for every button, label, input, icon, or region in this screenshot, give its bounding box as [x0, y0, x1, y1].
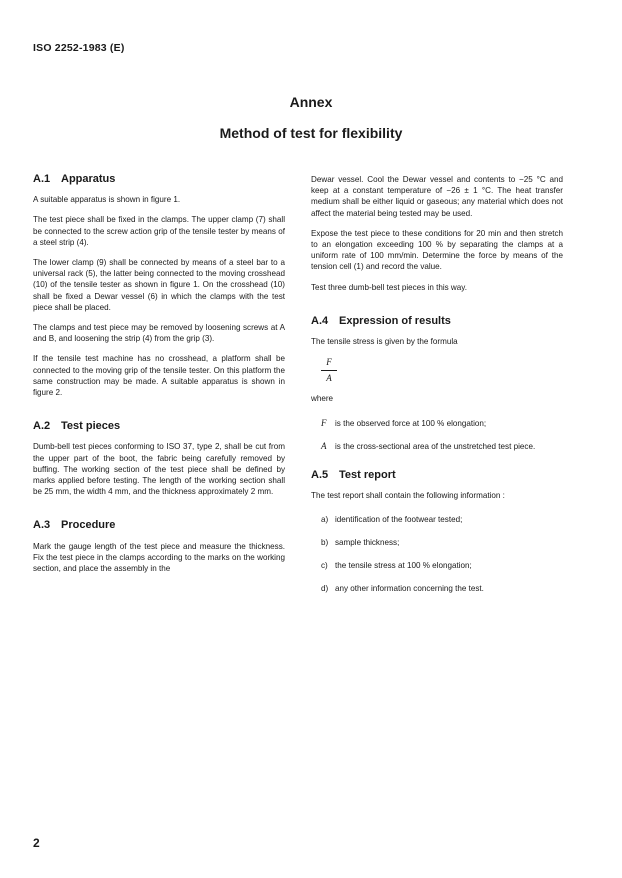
section-title: Procedure	[61, 519, 116, 532]
list-text: identification of the footwear tested;	[335, 514, 463, 524]
list-label: b)	[321, 537, 329, 547]
section-heading-a1	[33, 174, 285, 185]
section-number: A.4	[311, 314, 329, 327]
definition-text: is the observed force at 100 % elongation;	[335, 418, 487, 428]
paragraph: The clamps and test piece may be removed by loosening screws at A and B, and loosening the strip (4) from the grip (3).	[33, 323, 285, 344]
paragraph: Dumb-bell test pieces conforming to ISO 37, type 2, shall be cut from the upper part of the boot, the fabric being carefully removed by buffing. The working section of the test piece shall be defined by marks applied before testing. The length of the working section shall be 25 mm, the width 4 mm, and the thickness approximately 2 mm.	[33, 442, 285, 497]
definition-text: is the cross-sectional area of the unstretched test piece.	[335, 442, 536, 452]
definition-row	[321, 441, 563, 452]
paragraph: Expose the test piece to these conditions for 20 min and then stretch to an elongation exceeding 100 % by separating the clamps at a uniform rate of 100 mm/min. Determine the force by means of the tension cell (1) and record the value.	[311, 228, 563, 272]
formula-fraction	[321, 357, 337, 384]
right-column	[311, 174, 563, 606]
section-heading-a5	[311, 470, 563, 481]
list-item	[321, 514, 563, 525]
section-number: A.1	[33, 173, 51, 185]
section-number: A.3	[33, 519, 51, 532]
paragraph: If the tensile test machine has no crosshead, a platform shall be connected to the moving grip of the tensile tester. On this platform the same construction may be made. A suitable apparatus is shown in figure 2.	[33, 354, 285, 398]
list-item	[321, 537, 563, 548]
definition-row	[321, 418, 563, 429]
section-title: Apparatus	[61, 173, 116, 185]
section-heading-a4	[311, 316, 563, 327]
document-reference: ISO 2252-1983 (E)	[33, 42, 125, 54]
paragraph: The test piece shall be fixed in the clamps. The upper clamp (7) shall be connected to the screw action grip of the tensile tester by means of a steel strip (4).	[33, 215, 285, 247]
list-text: sample thickness;	[335, 537, 400, 547]
paragraph: A suitable apparatus is shown in figure 1.	[33, 195, 181, 205]
formula-numerator: F	[321, 357, 337, 371]
where-label: where	[311, 393, 334, 403]
section-heading-a3	[33, 520, 285, 531]
left-column	[33, 174, 285, 583]
list-item	[321, 560, 563, 571]
paragraph: Test three dumb-bell test pieces in this way.	[311, 282, 467, 292]
section-number: A.5	[311, 469, 329, 482]
formula-denominator: A	[326, 373, 332, 384]
paragraph: Dewar vessel. Cool the Dewar vessel and contents to −25 °C and keep at a constant temperature of −26 ± 1 °C. The heat transfer medium shall be either liquid or gaseous; any material which does not affect the material being tested may be used.	[311, 175, 563, 218]
section-title: Expression of results	[339, 314, 451, 327]
section-number: A.2	[33, 420, 51, 433]
definition-symbol: F	[321, 417, 327, 428]
list-text: the tensile stress at 100 % elongation;	[335, 561, 472, 571]
definition-symbol: A	[321, 441, 327, 452]
list-label: d)	[321, 584, 329, 594]
paragraph: The test report shall contain the following information :	[311, 491, 505, 501]
list-text: any other information concerning the test.	[335, 584, 484, 594]
list-label: c)	[321, 561, 328, 571]
paragraph: The tensile stress is given by the formula	[311, 337, 458, 347]
section-title: Test pieces	[61, 420, 121, 433]
paragraph: The lower clamp (9) shall be connected by means of a steel bar to a universal rack (5), the latter being connected to the moving crosshead (10) of the tensile tester as shown in figure 1. On the crosshead (10) shall be fixed a Dewar vessel (6) in which the clamps with the test piece shall be placed.	[33, 258, 285, 312]
list-label: a)	[321, 514, 329, 524]
section-heading-a2	[33, 421, 285, 432]
list-item	[321, 583, 563, 594]
page-number: 2	[33, 836, 40, 850]
annex-title: Annex	[289, 94, 333, 110]
annex-subtitle: Method of test for flexibility	[219, 125, 403, 141]
section-title: Test report	[339, 469, 396, 482]
paragraph: Mark the gauge length of the test piece and measure the thickness. Fix the test piece in the clamps according to the marks on the working section, and place the assembly in the	[33, 541, 285, 574]
